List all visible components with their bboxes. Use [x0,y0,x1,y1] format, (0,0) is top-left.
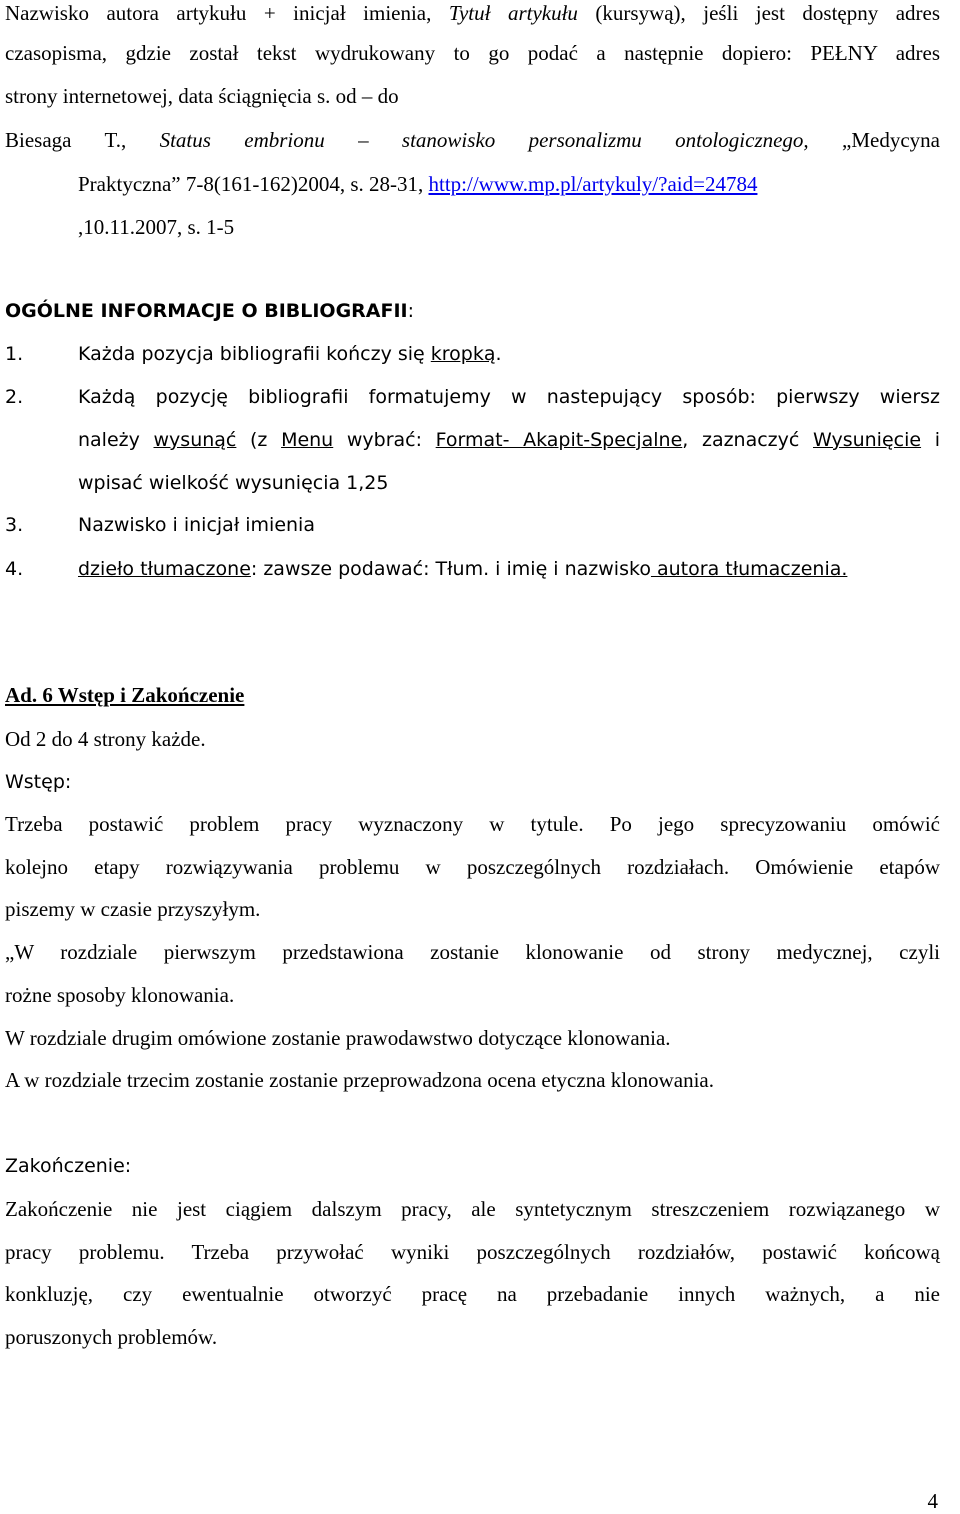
underlined-text: Menu [281,429,334,451]
list-item-number: 1. [5,343,24,365]
example-journal: „Medycyna [808,128,940,152]
conclusion-paragraph-line: konkluzję, czy ewentualnie otworzyć pracę na przebadanie innych ważnych, a nie [5,1282,940,1306]
example-line-1 [5,127,940,153]
intro-text: (kursywą), jeśli jest dostępny adres [577,1,941,25]
list-item-text: Nazwisko i inicjał imienia [78,514,315,536]
intro-line-1 [5,0,940,26]
example-line-2 [78,171,757,197]
item-text: : zawsze podawać: Tłum. i imię i nazwisko [250,558,651,580]
list-item [5,341,23,367]
heading-colon: : [407,300,415,322]
intro-paragraph-line: rożne sposoby klonowania. [5,983,235,1007]
list-item-text [78,556,847,582]
example-comma: , [120,128,160,152]
example-journal-details: Praktyczna” 7-8(161-162)2004, s. 28-31, [78,172,429,196]
underlined-text: Wysunięcie [813,429,922,451]
example-title: Status embrionu – stanowisko personalizmu ontologicznego, [159,128,809,152]
intro-paragraph-line: Trzeba postawić problem pracy wyznaczony w tytule. Po jego sprecyzowaniu omówić [5,812,940,836]
item-text: , zaznaczyć [682,429,813,451]
section-heading: Ad. 6 Wstęp i Zakończenie [5,683,245,707]
conclusion-paragraph-line: poruszonych problemów. [5,1325,218,1349]
underlined-text: autora tłumaczenia. [650,558,848,580]
conclusion-label [5,1153,131,1179]
example-url-link[interactable]: http://www.mp.pl/artykuly/?aid=24784 [428,172,758,196]
item-text: i [921,429,940,451]
item-text: należy [78,429,154,451]
item-text: Każda pozycja bibliografii kończy się [78,343,431,365]
intro-paragraph-line: kolejno etapy rozwiązywania problemu w poszczególnych rozdziałach. Omówienie etapów [5,855,940,879]
intro-paragraph-line: „W rozdziale pierwszym przedstawiona zostanie klonowanie od strony medycznej, czyli [5,940,940,964]
pages-note: Od 2 do 4 strony każde. [5,727,206,751]
intro-label [5,769,71,795]
intro-paragraph-line: A w rozdziale trzecim zostanie zostanie przeprowadzona ocena etyczna klonowania. [5,1068,714,1092]
example-line-3: ,10.11.2007, s. 1-5 [78,215,235,239]
label-colon: : [124,1155,132,1177]
underlined-text: kropką [430,343,496,365]
label-colon: : [64,771,72,793]
underlined-text: wysunąć [153,429,237,451]
item-text: . [495,343,502,365]
label-text: Zakończenie [5,1155,125,1177]
page-number: 4 [927,1489,938,1513]
conclusion-paragraph-line: Zakończenie nie jest ciągiem dalszym pracy, ale syntetycznym streszczeniem rozwiązanego w [5,1197,940,1221]
intro-line-3: strony internetowej, data ściągnięcia s. od – do [5,84,399,108]
heading-text: OGÓLNE INFORMACJE O BIBLIOGRAFII [5,300,408,322]
item-text: wybrać: [333,429,436,451]
list-item [5,556,23,582]
intro-line-2: czasopisma, gdzie został tekst wydrukowany to go podać a następnie dopiero: PEŁNY adres [5,41,940,65]
list-item-text: wpisać wielkość wysunięcia 1,25 [78,472,389,494]
item-text: (z [236,429,282,451]
underlined-text: Format- Akapit-Specjalne [435,429,683,451]
intro-text: Nazwisko autora artykułu + inicjał imienia, [5,1,449,25]
general-info-heading [5,298,414,324]
list-item-text: Każdą pozycję bibliografii formatujemy w nastepujący sposób: pierwszy wiersz [78,386,940,408]
intro-italic-text: Tytuł artykułu [448,1,578,25]
list-item [5,512,23,538]
list-item-text [78,341,502,367]
intro-paragraph-line: piszemy w czasie przyszyłym. [5,897,261,921]
example-author: Biesaga T. [5,128,121,152]
list-item-number: 3. [5,514,24,536]
list-item-text [78,427,940,453]
list-item-number: 2. [5,386,24,408]
label-text: Wstęp [5,771,65,793]
list-item-number: 4. [5,558,24,580]
conclusion-paragraph-line: pracy problemu. Trzeba przywołać wyniki poszczególnych rozdziałów, postawić końcową [5,1240,940,1264]
underlined-text: dzieło tłumaczone [78,558,251,580]
intro-paragraph-line: W rozdziale drugim omówione zostanie prawodawstwo dotyczące klonowania. [5,1026,671,1050]
list-item [5,384,23,410]
